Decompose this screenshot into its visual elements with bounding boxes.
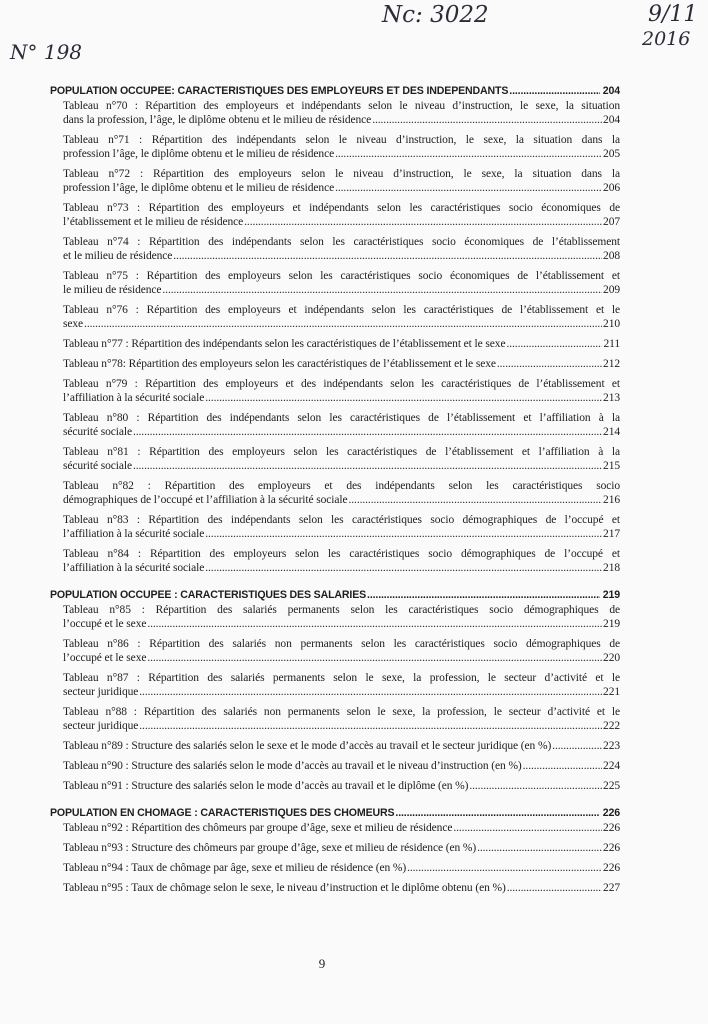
entry-line1: Tableau n°76 : Répartition des employeurs et indépendants selon les caractéristiques de l’établissement et le	[63, 304, 620, 316]
entry-line1: Tableau n°86 : Répartition des salariés non permanents selon les caractéristiques socio démographiques de	[63, 638, 620, 650]
entry-page: 218	[603, 562, 620, 574]
entry-page: 209	[603, 284, 620, 296]
handwritten-year: 2016	[642, 28, 691, 50]
dot-leader	[372, 113, 602, 127]
entry-text: sexe	[63, 318, 84, 330]
entry-text: Tableau n°95 : Taux de chômage selon le sexe, le niveau d’instruction et le diplôme obtenu (en %)	[63, 882, 506, 894]
entry-page: 221	[603, 686, 620, 698]
toc-entry	[63, 445, 620, 473]
entry-page: 224	[603, 760, 620, 772]
entry-line2	[63, 821, 620, 835]
entry-page: 216	[603, 494, 620, 506]
entry-text: Tableau n°90 : Structure des salariés selon le mode d’accès au travail et le niveau d’instruction (en %)	[63, 760, 522, 772]
entry-text: Tableau n°89 : Structure des salariés selon le sexe et le mode d’accès au travail et le secteur juridique (en %)	[63, 740, 552, 752]
entry-line1: Tableau n°72 : Répartition des employeurs selon le niveau d’instruction, le sexe, la situation dans la	[63, 168, 620, 180]
dot-leader	[133, 425, 602, 439]
toc-entry	[63, 671, 620, 699]
entry-text: l’occupé et le sexe	[63, 652, 147, 664]
page-number: 9	[318, 956, 326, 971]
entry-page: 222	[603, 720, 620, 732]
dot-leader	[205, 527, 602, 541]
entry-line2	[63, 861, 620, 875]
entry-line1: Tableau n°85 : Répartition des salariés permanents selon les caractéristiques socio démographiques de	[63, 604, 620, 616]
section-heading	[50, 806, 620, 821]
entry-line2	[63, 147, 620, 161]
section-title: POPULATION OCCUPEE: CARACTERISTIQUES DES EMPLOYEURS ET DES INDEPENDANTS	[50, 85, 509, 97]
toc-entry	[63, 759, 620, 773]
entry-text: Tableau n°92 : Répartition des chômeurs par groupe d’âge, sexe et milieu de résidence	[63, 822, 453, 834]
entry-line1: Tableau n°80 : Répartition des indépendants selon les caractéristiques de l’établissement et l’affiliation à la	[63, 412, 620, 424]
entry-text: l’établissement et le milieu de résidence	[63, 216, 244, 228]
toc-entry	[63, 357, 620, 371]
entry-page: 225	[603, 780, 620, 792]
entry-line2	[63, 881, 620, 895]
entry-text: Tableau n°94 : Taux de chômage par âge, sexe et milieu de résidence (en %)	[63, 862, 407, 874]
section-heading	[50, 84, 620, 99]
entry-line1: Tableau n°75 : Répartition des employeurs selon les caractéristiques socio économiques de l’établissement et	[63, 270, 620, 282]
entry-line2	[63, 391, 620, 405]
dot-leader	[205, 561, 602, 575]
dot-leader	[139, 685, 602, 699]
entry-text: et le milieu de résidence	[63, 250, 173, 262]
entry-line1: Tableau n°73 : Répartition des employeurs et indépendants selon les caractéristiques socio économiques de	[63, 202, 620, 214]
entry-line2	[63, 527, 620, 541]
dot-leader	[523, 759, 602, 773]
dot-leader	[335, 181, 602, 195]
entry-line2	[63, 215, 620, 229]
entry-page: 212	[603, 358, 620, 370]
entry-text: l’affiliation à la sécurité sociale	[63, 562, 205, 574]
entry-line2	[63, 337, 620, 351]
toc-entry	[63, 337, 620, 351]
dot-leader	[395, 806, 599, 821]
entry-line2	[63, 113, 620, 127]
entry-page: 213	[603, 392, 620, 404]
entry-line2	[63, 493, 620, 507]
entry-line2	[63, 617, 620, 631]
entry-text: l’occupé et le sexe	[63, 618, 147, 630]
toc-entry	[63, 201, 620, 229]
entry-line2	[63, 719, 620, 733]
dot-leader	[244, 215, 602, 229]
entry-line2	[63, 685, 620, 699]
section-page: 226	[602, 807, 620, 819]
entry-line2	[63, 425, 620, 439]
entry-text: secteur juridique	[63, 686, 139, 698]
entry-line2	[63, 283, 620, 297]
toc-entry	[63, 881, 620, 895]
toc-entry	[63, 547, 620, 575]
dot-leader	[407, 861, 602, 875]
dot-leader	[162, 283, 602, 297]
toc-entry	[63, 603, 620, 631]
entry-line1: Tableau n°83 : Répartition des indépendants selon les caractéristiques socio démographiques de l’occupé et	[63, 514, 620, 526]
dot-leader	[147, 617, 602, 631]
entry-page: 206	[603, 182, 620, 194]
entry-line2	[63, 561, 620, 575]
entry-line2	[63, 459, 620, 473]
entry-text: Tableau n°78: Répartition des employeurs selon les caractéristiques de l’établissement et le sexe	[63, 358, 496, 370]
toc-section	[50, 84, 620, 575]
entry-page: 223	[603, 740, 620, 752]
entry-text: l’affiliation à la sécurité sociale	[63, 392, 205, 404]
section-heading	[50, 588, 620, 603]
entry-line2	[63, 759, 620, 773]
entry-page: 207	[603, 216, 620, 228]
entry-page: 210	[603, 318, 620, 330]
entry-text: sécurité sociale	[63, 426, 132, 438]
dot-leader	[133, 459, 602, 473]
dot-leader	[552, 739, 602, 753]
entry-line2	[63, 181, 620, 195]
dot-leader	[477, 841, 602, 855]
toc-section	[50, 588, 620, 793]
entry-text: démographiques de l’occupé et l’affiliation à la sécurité sociale	[63, 494, 348, 506]
entry-line2	[63, 651, 620, 665]
toc-entry	[63, 269, 620, 297]
entry-line1: Tableau n°84 : Répartition des employeurs selon les caractéristiques socio démographiques de l’occupé et	[63, 548, 620, 560]
entry-line2	[63, 779, 620, 793]
dot-leader	[469, 779, 602, 793]
entry-text: profession l’âge, le diplôme obtenu et le milieu de résidence	[63, 182, 335, 194]
dot-leader	[506, 337, 602, 351]
entry-line1: Tableau n°81 : Répartition des employeurs selon les caractéristiques de l’établissement et l’affiliation à la	[63, 446, 620, 458]
entry-page: 226	[603, 842, 620, 854]
toc-entry	[63, 821, 620, 835]
entry-line2	[63, 317, 620, 331]
section-page: 219	[602, 589, 620, 601]
dot-leader	[205, 391, 602, 405]
dot-leader	[367, 588, 600, 603]
section-page: 204	[602, 85, 620, 97]
entry-line2	[63, 357, 620, 371]
entry-line1: Tableau n°79 : Répartition des employeurs et des indépendants selon les caractéristiques de l’établissement et	[63, 378, 620, 390]
table-of-contents	[50, 84, 620, 908]
toc-entry	[63, 779, 620, 793]
section-title: POPULATION OCCUPEE : CARACTERISTIQUES DES SALARIES	[50, 589, 367, 601]
dot-leader	[507, 881, 602, 895]
section-title: POPULATION EN CHOMAGE : CARACTERISTIQUES DES CHOMEURS	[50, 807, 395, 819]
entry-page: 208	[603, 250, 620, 262]
dot-leader	[147, 651, 602, 665]
toc-section	[50, 806, 620, 895]
entry-line2	[63, 739, 620, 753]
entry-line1: Tableau n°71 : Répartition des indépendants selon le niveau d’instruction, le sexe, la situation dans la	[63, 134, 620, 146]
toc-entry	[63, 479, 620, 507]
dot-leader	[335, 147, 602, 161]
toc-entry	[63, 303, 620, 331]
toc-entry	[63, 739, 620, 753]
dot-leader	[453, 821, 602, 835]
toc-entry	[63, 841, 620, 855]
handwritten-nc-code: Nc: 3022	[382, 2, 489, 28]
toc-entry	[63, 99, 620, 127]
entry-text: Tableau n°77 : Répartition des indépendants selon les caractéristiques de l’établissement et le sexe	[63, 338, 506, 350]
toc-entry	[63, 411, 620, 439]
entry-text: Tableau n°93 : Structure des chômeurs par groupe d’âge, sexe et milieu de résidence (en %)	[63, 842, 477, 854]
entry-text: sécurité sociale	[63, 460, 132, 472]
entry-page: 205	[603, 148, 620, 160]
entry-text: profession l’âge, le diplôme obtenu et le milieu de résidence	[63, 148, 335, 160]
entry-page: 220	[603, 652, 620, 664]
toc-entry	[63, 513, 620, 541]
entry-line1: Tableau n°74 : Répartition des indépendants selon les caractéristiques socio économiques de l’établissement	[63, 236, 620, 248]
entry-page: 226	[603, 822, 620, 834]
entry-page: 211	[603, 338, 620, 350]
dot-leader	[349, 493, 603, 507]
toc-entry	[63, 133, 620, 161]
dot-leader	[139, 719, 602, 733]
entry-text: secteur juridique	[63, 720, 139, 732]
dot-leader	[497, 357, 602, 371]
toc-entry	[63, 861, 620, 875]
handwritten-file-number: N° 198	[10, 40, 83, 64]
handwritten-date-code: 9/11	[648, 2, 698, 27]
toc-entry	[63, 637, 620, 665]
entry-text: l’affiliation à la sécurité sociale	[63, 528, 205, 540]
entry-page: 217	[603, 528, 620, 540]
entry-line1: Tableau n°82 : Répartition des employeurs et des indépendants selon les caractéristiques socio	[63, 480, 620, 492]
dot-leader	[173, 249, 602, 263]
entry-page: 226	[603, 862, 620, 874]
toc-entry	[63, 167, 620, 195]
entry-page: 219	[603, 618, 620, 630]
entry-line2	[63, 841, 620, 855]
entry-line1: Tableau n°88 : Répartition des salariés non permanents selon le sexe, la profession, le secteur d’activité et le	[63, 706, 620, 718]
toc-entry	[63, 705, 620, 733]
entry-page: 215	[603, 460, 620, 472]
entry-line2	[63, 249, 620, 263]
entry-line1: Tableau n°87 : Répartition des salariés permanents selon le sexe, la profession, le secteur d’activité et le	[63, 672, 620, 684]
entry-text: dans la profession, l’âge, le diplôme obtenu et le milieu de résidence	[63, 114, 372, 126]
dot-leader	[509, 84, 599, 99]
entry-text: Tableau n°91 : Structure des salariés selon le mode d’accès au travail et le diplôme (en %)	[63, 780, 469, 792]
dot-leader	[84, 317, 602, 331]
entry-page: 214	[603, 426, 620, 438]
entry-text: le milieu de résidence	[63, 284, 162, 296]
toc-entry	[63, 377, 620, 405]
entry-line1: Tableau n°70 : Répartition des employeurs et indépendants selon le niveau d’instruction, le sexe, la situation	[63, 100, 620, 112]
entry-page: 204	[603, 114, 620, 126]
toc-entry	[63, 235, 620, 263]
entry-page: 227	[603, 882, 620, 894]
